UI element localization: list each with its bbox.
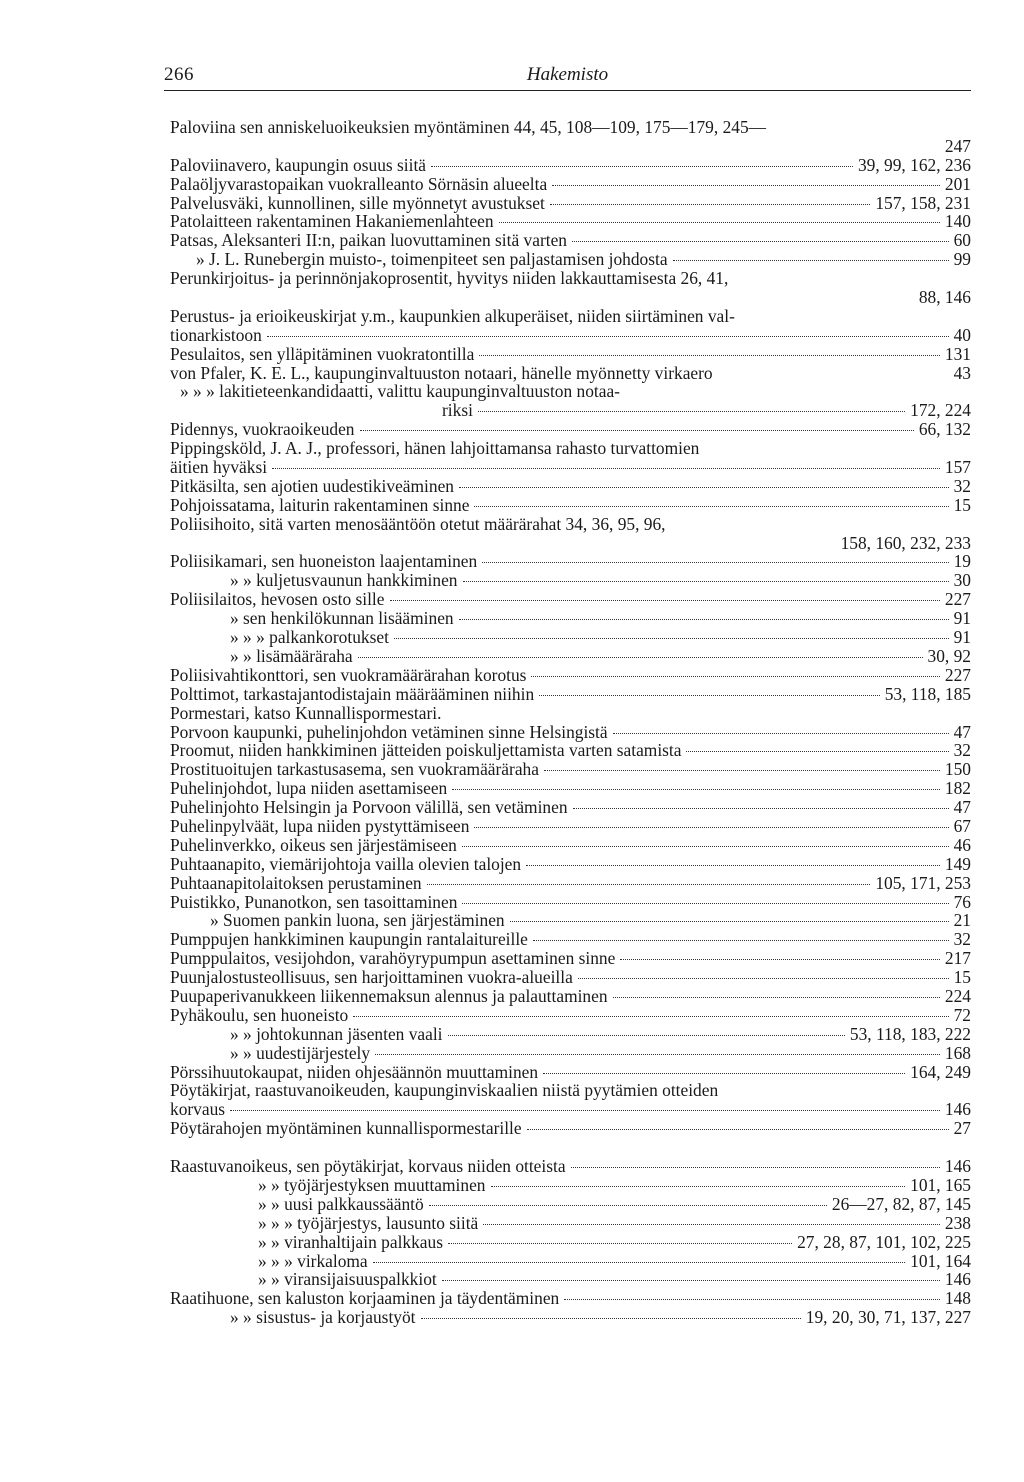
index-entry <box>170 1157 971 1176</box>
dot-leader <box>539 695 880 696</box>
entry-text: » » » työjärjestys, lausunto siitä <box>258 1212 479 1233</box>
page-references: 43 <box>953 362 971 383</box>
index-entry <box>170 647 971 666</box>
section-gap <box>170 1138 971 1157</box>
dot-leader <box>272 468 940 469</box>
index-entry <box>170 1006 971 1025</box>
index-entry <box>170 893 971 912</box>
page-references: 146 <box>944 1099 971 1120</box>
dot-leader <box>544 770 940 771</box>
index-entry <box>170 307 971 326</box>
dot-leader <box>442 1280 940 1281</box>
entry-text: Prostituoitujen tarkastusasema, sen vuokramääräraha <box>170 759 539 780</box>
page-references: 157 <box>944 457 971 478</box>
index-entry <box>170 345 971 364</box>
index-entry <box>170 798 971 817</box>
index-entry <box>170 326 971 345</box>
page-references: 53, 118, 185 <box>884 683 971 704</box>
dot-leader <box>673 260 949 261</box>
index-entry <box>170 156 971 175</box>
index-entry <box>170 1044 971 1063</box>
page-references: 91 <box>953 627 971 648</box>
page-references: 26—27, 82, 87, 145 <box>831 1193 971 1214</box>
entry-text: Pesulaitos, sen ylläpitäminen vuokratontilla <box>170 343 475 364</box>
index-entry <box>170 1081 971 1100</box>
entry-text: Poliisilaitos, hevosen osto sille <box>170 589 385 610</box>
index-entry <box>170 779 971 798</box>
entry-text: Pohjoissatama, laiturin rakentaminen sinne <box>170 494 470 515</box>
page-references: 140 <box>944 211 971 232</box>
entry-text: » J. L. Runebergin muisto-, toimenpiteet sen paljastamisen johdosta <box>196 249 668 270</box>
dot-leader <box>478 411 905 412</box>
index-entry <box>170 930 971 949</box>
page-references: 15 <box>953 494 971 515</box>
page-references: 15 <box>953 967 971 988</box>
dot-leader <box>533 940 949 941</box>
index-entry <box>170 949 971 968</box>
page-references: 182 <box>944 778 971 799</box>
entry-text: Paloviinavero, kaupungin osuus siitä <box>170 154 427 175</box>
dot-leader <box>452 789 940 790</box>
entry-text: » » sisustus- ja korjaustyöt <box>230 1307 416 1328</box>
running-title: Hakemisto <box>526 64 609 85</box>
index-entry <box>170 288 971 307</box>
dot-leader <box>474 506 948 507</box>
index-entry <box>170 458 971 477</box>
page-header <box>164 64 971 91</box>
index-entry <box>170 477 971 496</box>
page-references: 91 <box>953 608 971 629</box>
index-entry <box>170 968 971 987</box>
page-references: 157, 158, 231 <box>875 192 971 213</box>
dot-leader <box>390 600 940 601</box>
page-references: 146 <box>944 1269 971 1290</box>
index-entry <box>170 760 971 779</box>
entry-text: » » työjärjestyksen muuttaminen <box>258 1174 486 1195</box>
entry-text: » sen henkilökunnan lisääminen <box>230 608 454 629</box>
page-references: 27, 28, 87, 101, 102, 225 <box>797 1231 971 1252</box>
entry-text: Raastuvanoikeus, sen pöytäkirjat, korvaus niiden otteista <box>170 1156 566 1177</box>
entry-text: » Suomen pankin luona, sen järjestäminen <box>210 910 505 931</box>
page-references: 158, 160, 232, 233 <box>840 532 971 553</box>
dot-leader <box>499 222 940 223</box>
index-entry <box>170 439 971 458</box>
page-references: 101, 165 <box>910 1174 971 1195</box>
index-entry <box>170 212 971 231</box>
index-entries <box>170 118 971 1327</box>
dot-leader <box>527 1129 949 1130</box>
dot-leader <box>375 1054 940 1055</box>
page-references: 224 <box>944 985 971 1006</box>
entry-text: Pöytärahojen myöntäminen kunnallispormestarille <box>170 1118 522 1139</box>
index-entry <box>170 552 971 571</box>
index-entry <box>170 1119 971 1138</box>
entry-text: von Pfaler, K. E. L., kaupunginvaltuuston notaari, hänelle myönnetty virkaero <box>170 362 713 383</box>
entry-text: Patsas, Aleksanteri II:n, paikan luovuttaminen sitä varten <box>170 230 567 251</box>
index-entry <box>170 401 971 420</box>
dot-leader <box>526 865 940 866</box>
dot-leader <box>572 241 949 242</box>
page-references: 105, 171, 253 <box>875 872 971 893</box>
dot-leader <box>686 751 948 752</box>
dot-leader <box>353 1016 948 1017</box>
page-references: 150 <box>944 759 971 780</box>
index-entry <box>170 515 971 534</box>
page-references: 217 <box>944 948 971 969</box>
dot-leader <box>564 1299 940 1300</box>
index-entry <box>170 987 971 1006</box>
dot-leader <box>448 1035 845 1036</box>
index-entry <box>170 855 971 874</box>
entry-text: Perunkirjoitus- ja perinnönjakoprosentit, hyvitys niiden lakkauttamisesta 26, 41, <box>170 268 729 289</box>
dot-leader <box>531 676 939 677</box>
index-entry <box>170 1195 971 1214</box>
page-references: 72 <box>953 1004 971 1025</box>
dot-leader <box>552 185 940 186</box>
index-entry <box>170 590 971 609</box>
page-references: 146 <box>944 1156 971 1177</box>
entry-text: Pöytäkirjat, raastuvanoikeuden, kaupunginviskaalien niistä pyytämien otteiden <box>170 1080 719 1101</box>
entry-text: Puhtaanapito, viemärijohtoja vailla olevien talojen <box>170 853 522 874</box>
dot-leader <box>613 733 949 734</box>
entry-text: äitien hyväksi <box>170 457 268 478</box>
dot-leader <box>421 1318 801 1319</box>
entry-text: korvaus <box>170 1099 226 1120</box>
page-references: 39, 99, 162, 236 <box>857 154 971 175</box>
dot-leader <box>483 1224 940 1225</box>
entry-text: Poliisihoito, sitä varten menosääntöön otetut määrärahat 34, 36, 95, 96, <box>170 513 666 534</box>
page-references: 149 <box>944 853 971 874</box>
index-entry <box>170 704 971 723</box>
index-entry <box>170 1063 971 1082</box>
dot-leader <box>543 1073 905 1074</box>
index-entry <box>170 666 971 685</box>
index-entry <box>170 723 971 742</box>
entry-text: Raatihuone, sen kaluston korjaaminen ja täydentäminen <box>170 1288 560 1309</box>
entry-text: Pörssihuutokaupat, niiden ohjesäännön muuttaminen <box>170 1061 539 1082</box>
dot-leader <box>459 619 949 620</box>
entry-text: » » » palkankorotukset <box>230 627 389 648</box>
index-entry <box>170 911 971 930</box>
entry-text: » » uudestijärjestely <box>230 1042 371 1063</box>
page-references: 76 <box>953 891 971 912</box>
page-references: 46 <box>953 834 971 855</box>
page-references: 32 <box>953 929 971 950</box>
index-entry <box>170 420 971 439</box>
index-entry <box>170 231 971 250</box>
page-references: 19, 20, 30, 71, 137, 227 <box>805 1307 971 1328</box>
entry-text: Puunjalostusteollisuus, sen harjoittaminen vuokra-alueilla <box>170 967 573 988</box>
page-references: 47 <box>953 721 971 742</box>
entry-text: Proomut, niiden hankkiminen jätteiden poiskuljettamista varten satamista <box>170 740 682 761</box>
dot-leader <box>360 430 914 431</box>
index-entry <box>170 364 971 383</box>
index-entry <box>170 609 971 628</box>
entry-text: riksi <box>442 400 473 421</box>
page-references: 32 <box>953 740 971 761</box>
entry-text: Perustus- ja erioikeuskirjat y.m., kaupunkien alkuperäiset, niiden siirtäminen val- <box>170 305 735 326</box>
page-references: 66, 132 <box>918 419 971 440</box>
dot-leader <box>620 959 940 960</box>
entry-text: Puhelinverkko, oikeus sen järjestämiseen <box>170 834 457 855</box>
index-entry <box>170 1308 971 1327</box>
entry-text: Pumppulaitos, vesijohdon, varahöyrypumpun asettaminen sinne <box>170 948 616 969</box>
dot-leader <box>429 1205 827 1206</box>
entry-text: Pumppujen hankkiminen kaupungin rantalaitureille <box>170 929 528 950</box>
index-entry <box>170 685 971 704</box>
index-entry <box>170 1289 971 1308</box>
entry-text: » » uusi palkkaussääntö <box>258 1193 424 1214</box>
index-entry <box>170 250 971 269</box>
entry-text: Poliisikamari, sen huoneiston laajentaminen <box>170 551 478 572</box>
entry-text: » » viransijaisuuspalkkiot <box>258 1269 437 1290</box>
page-references: 99 <box>953 249 971 270</box>
index-entry <box>170 1025 971 1044</box>
page-references: 101, 164 <box>910 1250 971 1271</box>
entry-text: Puhelinjohdot, lupa niiden asettamiseen <box>170 778 448 799</box>
page-references: 227 <box>944 664 971 685</box>
index-entry <box>170 1214 971 1233</box>
page-references: 168 <box>944 1042 971 1063</box>
index-entry <box>170 194 971 213</box>
page-references: 201 <box>944 173 971 194</box>
dot-leader <box>427 884 871 885</box>
page-references: 88, 146 <box>918 287 971 308</box>
entry-text: Puhtaanapitolaitoksen perustaminen <box>170 872 422 893</box>
page-references: 238 <box>944 1212 971 1233</box>
page-references: 47 <box>953 797 971 818</box>
index-entry <box>170 175 971 194</box>
dot-leader <box>373 1262 905 1263</box>
entry-text: Puupaperivanukkeen liikennemaksun alennus ja palauttaminen <box>170 985 608 1006</box>
page-references: 247 <box>944 135 971 156</box>
page-references: 19 <box>953 551 971 572</box>
index-entry <box>170 1176 971 1195</box>
page-references: 60 <box>953 230 971 251</box>
dot-leader <box>358 657 923 658</box>
entry-text: Pitkäsilta, sen ajotien uudestikiveäminen <box>170 475 454 496</box>
dot-leader <box>267 336 949 337</box>
dot-leader <box>462 846 949 847</box>
dot-leader <box>463 581 949 582</box>
dot-leader <box>462 903 948 904</box>
index-entry <box>170 534 971 553</box>
dot-leader <box>573 808 949 809</box>
index-entry <box>170 874 971 893</box>
index-entry <box>170 1100 971 1119</box>
index-entry <box>170 137 971 156</box>
entry-text: Puhelinjohto Helsingin ja Porvoon välillä, sen vetäminen <box>170 797 568 818</box>
dot-leader <box>230 1110 940 1111</box>
page-references: 53, 118, 183, 222 <box>849 1023 971 1044</box>
index-entry <box>170 496 971 515</box>
dot-leader <box>613 997 940 998</box>
entry-text: Paloviina sen anniskeluoikeuksien myöntäminen 44, 45, 108—109, 175—179, 245— <box>170 117 767 137</box>
index-entry <box>170 382 971 401</box>
dot-leader <box>482 562 948 563</box>
dot-leader <box>571 1167 940 1168</box>
entry-text: Palaöljyvarastopaikan vuokralleanto Sörnäsin alueelta <box>170 173 548 194</box>
index-entry <box>170 628 971 647</box>
page-references: 40 <box>953 324 971 345</box>
page-references: 227 <box>944 589 971 610</box>
index-entry <box>170 817 971 836</box>
page-references: 30, 92 <box>927 645 971 666</box>
entry-text: » » » lakitieteenkandidaatti, valittu kaupunginvaltuuston notaa- <box>180 381 620 402</box>
entry-text: Puhelinpylväät, lupa niiden pystyttämiseen <box>170 815 470 836</box>
page-references: 21 <box>953 910 971 931</box>
dot-leader <box>474 827 948 828</box>
entry-text: » » viranhaltijain palkkaus <box>258 1231 443 1252</box>
entry-text: tionarkistoon <box>170 324 262 345</box>
entry-text: » » lisämääräraha <box>230 645 353 666</box>
entry-text: Pippingsköld, J. A. J., professori, hänen lahjoittamansa rahasto turvattomien <box>170 438 700 459</box>
dot-leader <box>448 1243 792 1244</box>
page-references: 172, 224 <box>910 400 971 421</box>
page-references: 131 <box>944 343 971 364</box>
page-references: 30 <box>953 570 971 591</box>
page-references: 148 <box>944 1288 971 1309</box>
entry-text: Palvelusväki, kunnollinen, sille myönnetyt avustukset <box>170 192 545 213</box>
index-entry <box>170 1270 971 1289</box>
dot-leader <box>510 921 949 922</box>
page-references: 67 <box>953 815 971 836</box>
entry-text: Patolaitteen rakentaminen Hakaniemenlahteen <box>170 211 494 232</box>
index-entry <box>170 571 971 590</box>
dot-leader <box>431 166 853 167</box>
dot-leader <box>459 487 949 488</box>
index-entry <box>170 1233 971 1252</box>
entry-text: » » kuljetusvaunun hankkiminen <box>230 570 458 591</box>
entry-text: Puistikko, Punanotkon, sen tasoittaminen <box>170 891 458 912</box>
index-entry <box>170 741 971 760</box>
entry-text: » » johtokunnan jäsenten vaali <box>230 1023 443 1044</box>
dot-leader <box>491 1186 906 1187</box>
dot-leader <box>550 204 871 205</box>
entry-text: Pormestari, katso Kunnallispormestari. <box>170 702 442 723</box>
index-entry <box>170 836 971 855</box>
entry-text: Porvoon kaupunki, puhelinjohdon vetäminen sinne Helsingistä <box>170 721 608 742</box>
dot-leader <box>479 355 940 356</box>
page-number: 266 <box>164 64 194 85</box>
entry-text: Pyhäkoulu, sen huoneisto <box>170 1004 349 1025</box>
page-references: 32 <box>953 475 971 496</box>
index-entry <box>170 118 971 137</box>
index-entry <box>170 1252 971 1271</box>
page-references: 27 <box>953 1118 971 1139</box>
index-entry <box>170 269 971 288</box>
page-references: 164, 249 <box>910 1061 971 1082</box>
dot-leader <box>394 638 949 639</box>
entry-text: Pidennys, vuokraoikeuden <box>170 419 355 440</box>
entry-text: Poliisivahtikonttori, sen vuokramäärärahan korotus <box>170 664 527 685</box>
dot-leader <box>578 978 949 979</box>
entry-text: » » » virkaloma <box>258 1250 368 1271</box>
entry-text: Polttimot, tarkastajantodistajain määrääminen niihin <box>170 683 535 704</box>
